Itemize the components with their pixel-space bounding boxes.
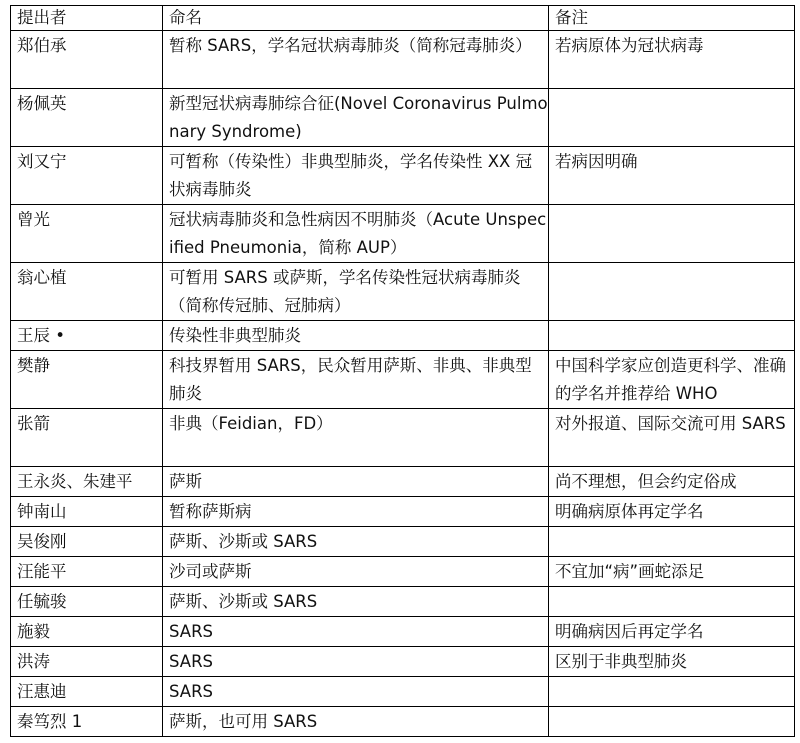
name-cell: 冠状病毒肺炎和急性病因不明肺炎（Acute Unspecified Pneumonia，简称 AUP） bbox=[163, 205, 549, 263]
table-row bbox=[11, 587, 795, 617]
naming-proposals-table bbox=[10, 5, 795, 737]
name-cell: SARS bbox=[163, 677, 549, 707]
proposer-cell: 洪涛 bbox=[11, 647, 163, 677]
note-cell bbox=[549, 677, 795, 707]
table-row bbox=[11, 351, 795, 409]
name-cell: 科技界暂用 SARS，民众暂用萨斯、非典、非典型肺炎 bbox=[163, 351, 549, 409]
table-row bbox=[11, 467, 795, 497]
table-row bbox=[11, 497, 795, 527]
name-cell: 暂称 SARS，学名冠状病毒肺炎（简称冠毒肺炎） bbox=[163, 31, 549, 89]
name-cell: 萨斯、沙斯或 SARS bbox=[163, 587, 549, 617]
proposer-cell: 曾光 bbox=[11, 205, 163, 263]
proposer-cell: 杨佩英 bbox=[11, 89, 163, 147]
note-cell: 明确病因后再定学名 bbox=[549, 617, 795, 647]
proposer-cell: 汪能平 bbox=[11, 557, 163, 587]
header-note: 备注 bbox=[549, 6, 795, 31]
note-cell bbox=[549, 205, 795, 263]
proposer-cell: 钟南山 bbox=[11, 497, 163, 527]
table-row bbox=[11, 677, 795, 707]
table-row bbox=[11, 527, 795, 557]
note-cell: 尚不理想，但会约定俗成 bbox=[549, 467, 795, 497]
note-cell: 中国科学家应创造更科学、准确的学名并推荐给 WHO bbox=[549, 351, 795, 409]
name-cell: 沙司或萨斯 bbox=[163, 557, 549, 587]
table-row bbox=[11, 647, 795, 677]
name-cell: 萨斯 bbox=[163, 467, 549, 497]
header-name: 命名 bbox=[163, 6, 549, 31]
proposer-cell: 樊静 bbox=[11, 351, 163, 409]
proposer-cell: 郑伯承 bbox=[11, 31, 163, 89]
name-cell: 萨斯，也可用 SARS bbox=[163, 707, 549, 737]
note-cell bbox=[549, 527, 795, 557]
note-cell bbox=[549, 321, 795, 351]
name-cell: 传染性非典型肺炎 bbox=[163, 321, 549, 351]
name-cell: 可暂用 SARS 或萨斯，学名传染性冠状病毒肺炎（简称传冠肺、冠肺病） bbox=[163, 263, 549, 321]
table-row bbox=[11, 147, 795, 205]
proposer-cell: 任毓骏 bbox=[11, 587, 163, 617]
proposer-cell: 秦笃烈 1 bbox=[11, 707, 163, 737]
table-row bbox=[11, 617, 795, 647]
note-cell: 若病因明确 bbox=[549, 147, 795, 205]
table-row bbox=[11, 321, 795, 351]
note-cell: 区别于非典型肺炎 bbox=[549, 647, 795, 677]
proposer-cell: 王辰 • bbox=[11, 321, 163, 351]
table-row bbox=[11, 205, 795, 263]
name-cell: 萨斯、沙斯或 SARS bbox=[163, 527, 549, 557]
name-cell: 非典（Feidian，FD） bbox=[163, 409, 549, 467]
name-cell: 新型冠状病毒肺综合征(Novel Coronavirus Pulmonary Syndrome) bbox=[163, 89, 549, 147]
note-cell bbox=[549, 587, 795, 617]
note-cell: 对外报道、国际交流可用 SARS bbox=[549, 409, 795, 467]
note-cell bbox=[549, 707, 795, 737]
table-row bbox=[11, 89, 795, 147]
proposer-cell: 王永炎、朱建平 bbox=[11, 467, 163, 497]
proposer-cell: 汪惠迪 bbox=[11, 677, 163, 707]
table-row bbox=[11, 31, 795, 89]
note-cell: 明确病原体再定学名 bbox=[549, 497, 795, 527]
proposer-cell: 张箭 bbox=[11, 409, 163, 467]
proposer-cell: 翁心植 bbox=[11, 263, 163, 321]
proposer-cell: 吴俊刚 bbox=[11, 527, 163, 557]
name-cell: 暂称萨斯病 bbox=[163, 497, 549, 527]
name-cell: SARS bbox=[163, 647, 549, 677]
name-cell: SARS bbox=[163, 617, 549, 647]
proposer-cell: 施毅 bbox=[11, 617, 163, 647]
table-row bbox=[11, 409, 795, 467]
note-cell: 若病原体为冠状病毒 bbox=[549, 31, 795, 89]
note-cell bbox=[549, 89, 795, 147]
name-cell: 可暂称（传染性）非典型肺炎，学名传染性 XX 冠状病毒肺炎 bbox=[163, 147, 549, 205]
proposer-cell: 刘又宁 bbox=[11, 147, 163, 205]
table-row bbox=[11, 263, 795, 321]
note-cell: 不宜加“病”画蛇添足 bbox=[549, 557, 795, 587]
note-cell bbox=[549, 263, 795, 321]
header-proposer: 提出者 bbox=[11, 6, 163, 31]
table-header-row bbox=[11, 6, 795, 31]
table-row bbox=[11, 707, 795, 737]
table-row bbox=[11, 557, 795, 587]
